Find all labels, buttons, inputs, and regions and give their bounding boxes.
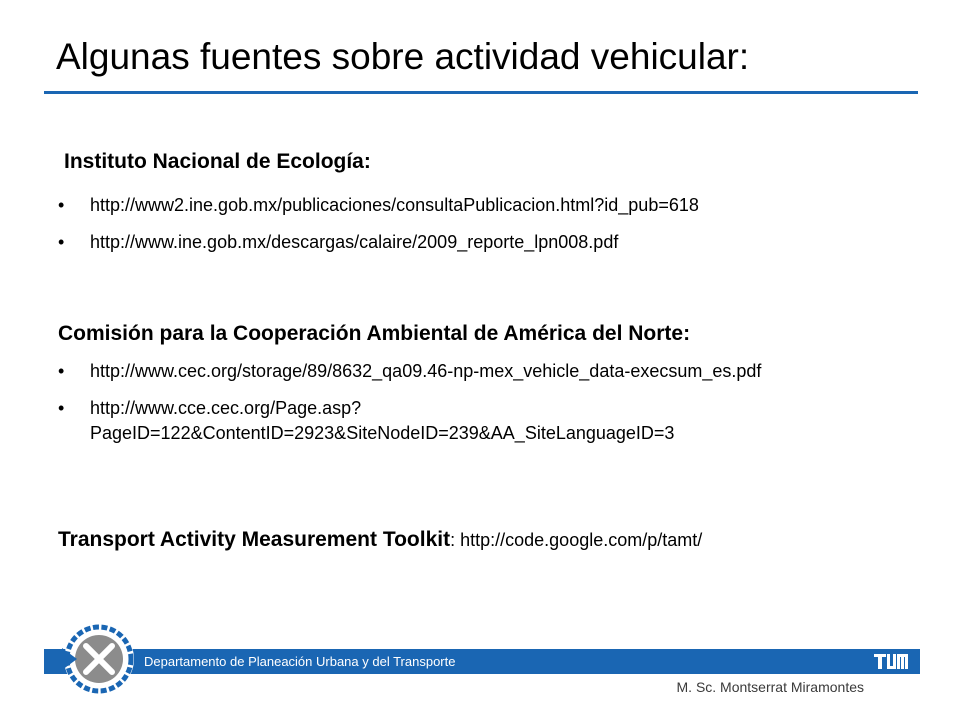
tum-logo-icon xyxy=(871,651,911,672)
list-item xyxy=(58,359,908,384)
list-item xyxy=(58,230,908,255)
department-name: Departamento de Planeación Urbana y del Transporte xyxy=(144,654,456,669)
title-divider xyxy=(44,91,918,94)
section-heading-tamt xyxy=(58,523,702,557)
bullet-icon: • xyxy=(58,398,65,418)
list-item xyxy=(58,396,908,446)
ine-link-list xyxy=(58,193,908,267)
tamt-heading-text: Transport Activity Measurement Toolkit xyxy=(58,528,451,551)
list-item xyxy=(58,193,908,218)
bullet-icon: • xyxy=(58,232,65,252)
cec-link-list xyxy=(58,359,908,458)
tamt-link[interactable]: http://code.google.com/p/tamt/ xyxy=(455,530,703,550)
link-text[interactable]: http://www.cec.org/storage/89/8632_qa09.46-np-mex_vehicle_data-execsum_es.pdf xyxy=(90,361,762,381)
section-heading-cec: Comisión para la Cooperación Ambiental de América del Norte: xyxy=(58,322,691,345)
section-heading-ine: Instituto Nacional de Ecología: xyxy=(64,150,371,173)
bullet-icon: • xyxy=(58,361,65,381)
crossed-circle-logo-icon xyxy=(62,622,136,696)
tamt-separator: : xyxy=(450,530,456,550)
author-name: M. Sc. Montserrat Miramontes xyxy=(676,679,864,695)
slide-title: Algunas fuentes sobre actividad vehicular: xyxy=(56,36,750,77)
link-text[interactable]: http://www2.ine.gob.mx/publicaciones/consultaPublicacion.html?id_pub=618 xyxy=(90,195,699,215)
link-text[interactable]: http://www.cce.cec.org/Page.asp?PageID=122&ContentID=2923&SiteNodeID=239&AA_SiteLanguageID=3 xyxy=(90,398,675,443)
bullet-icon: • xyxy=(58,195,65,215)
link-text[interactable]: http://www.ine.gob.mx/descargas/calaire/2009_reporte_lpn008.pdf xyxy=(90,232,619,252)
